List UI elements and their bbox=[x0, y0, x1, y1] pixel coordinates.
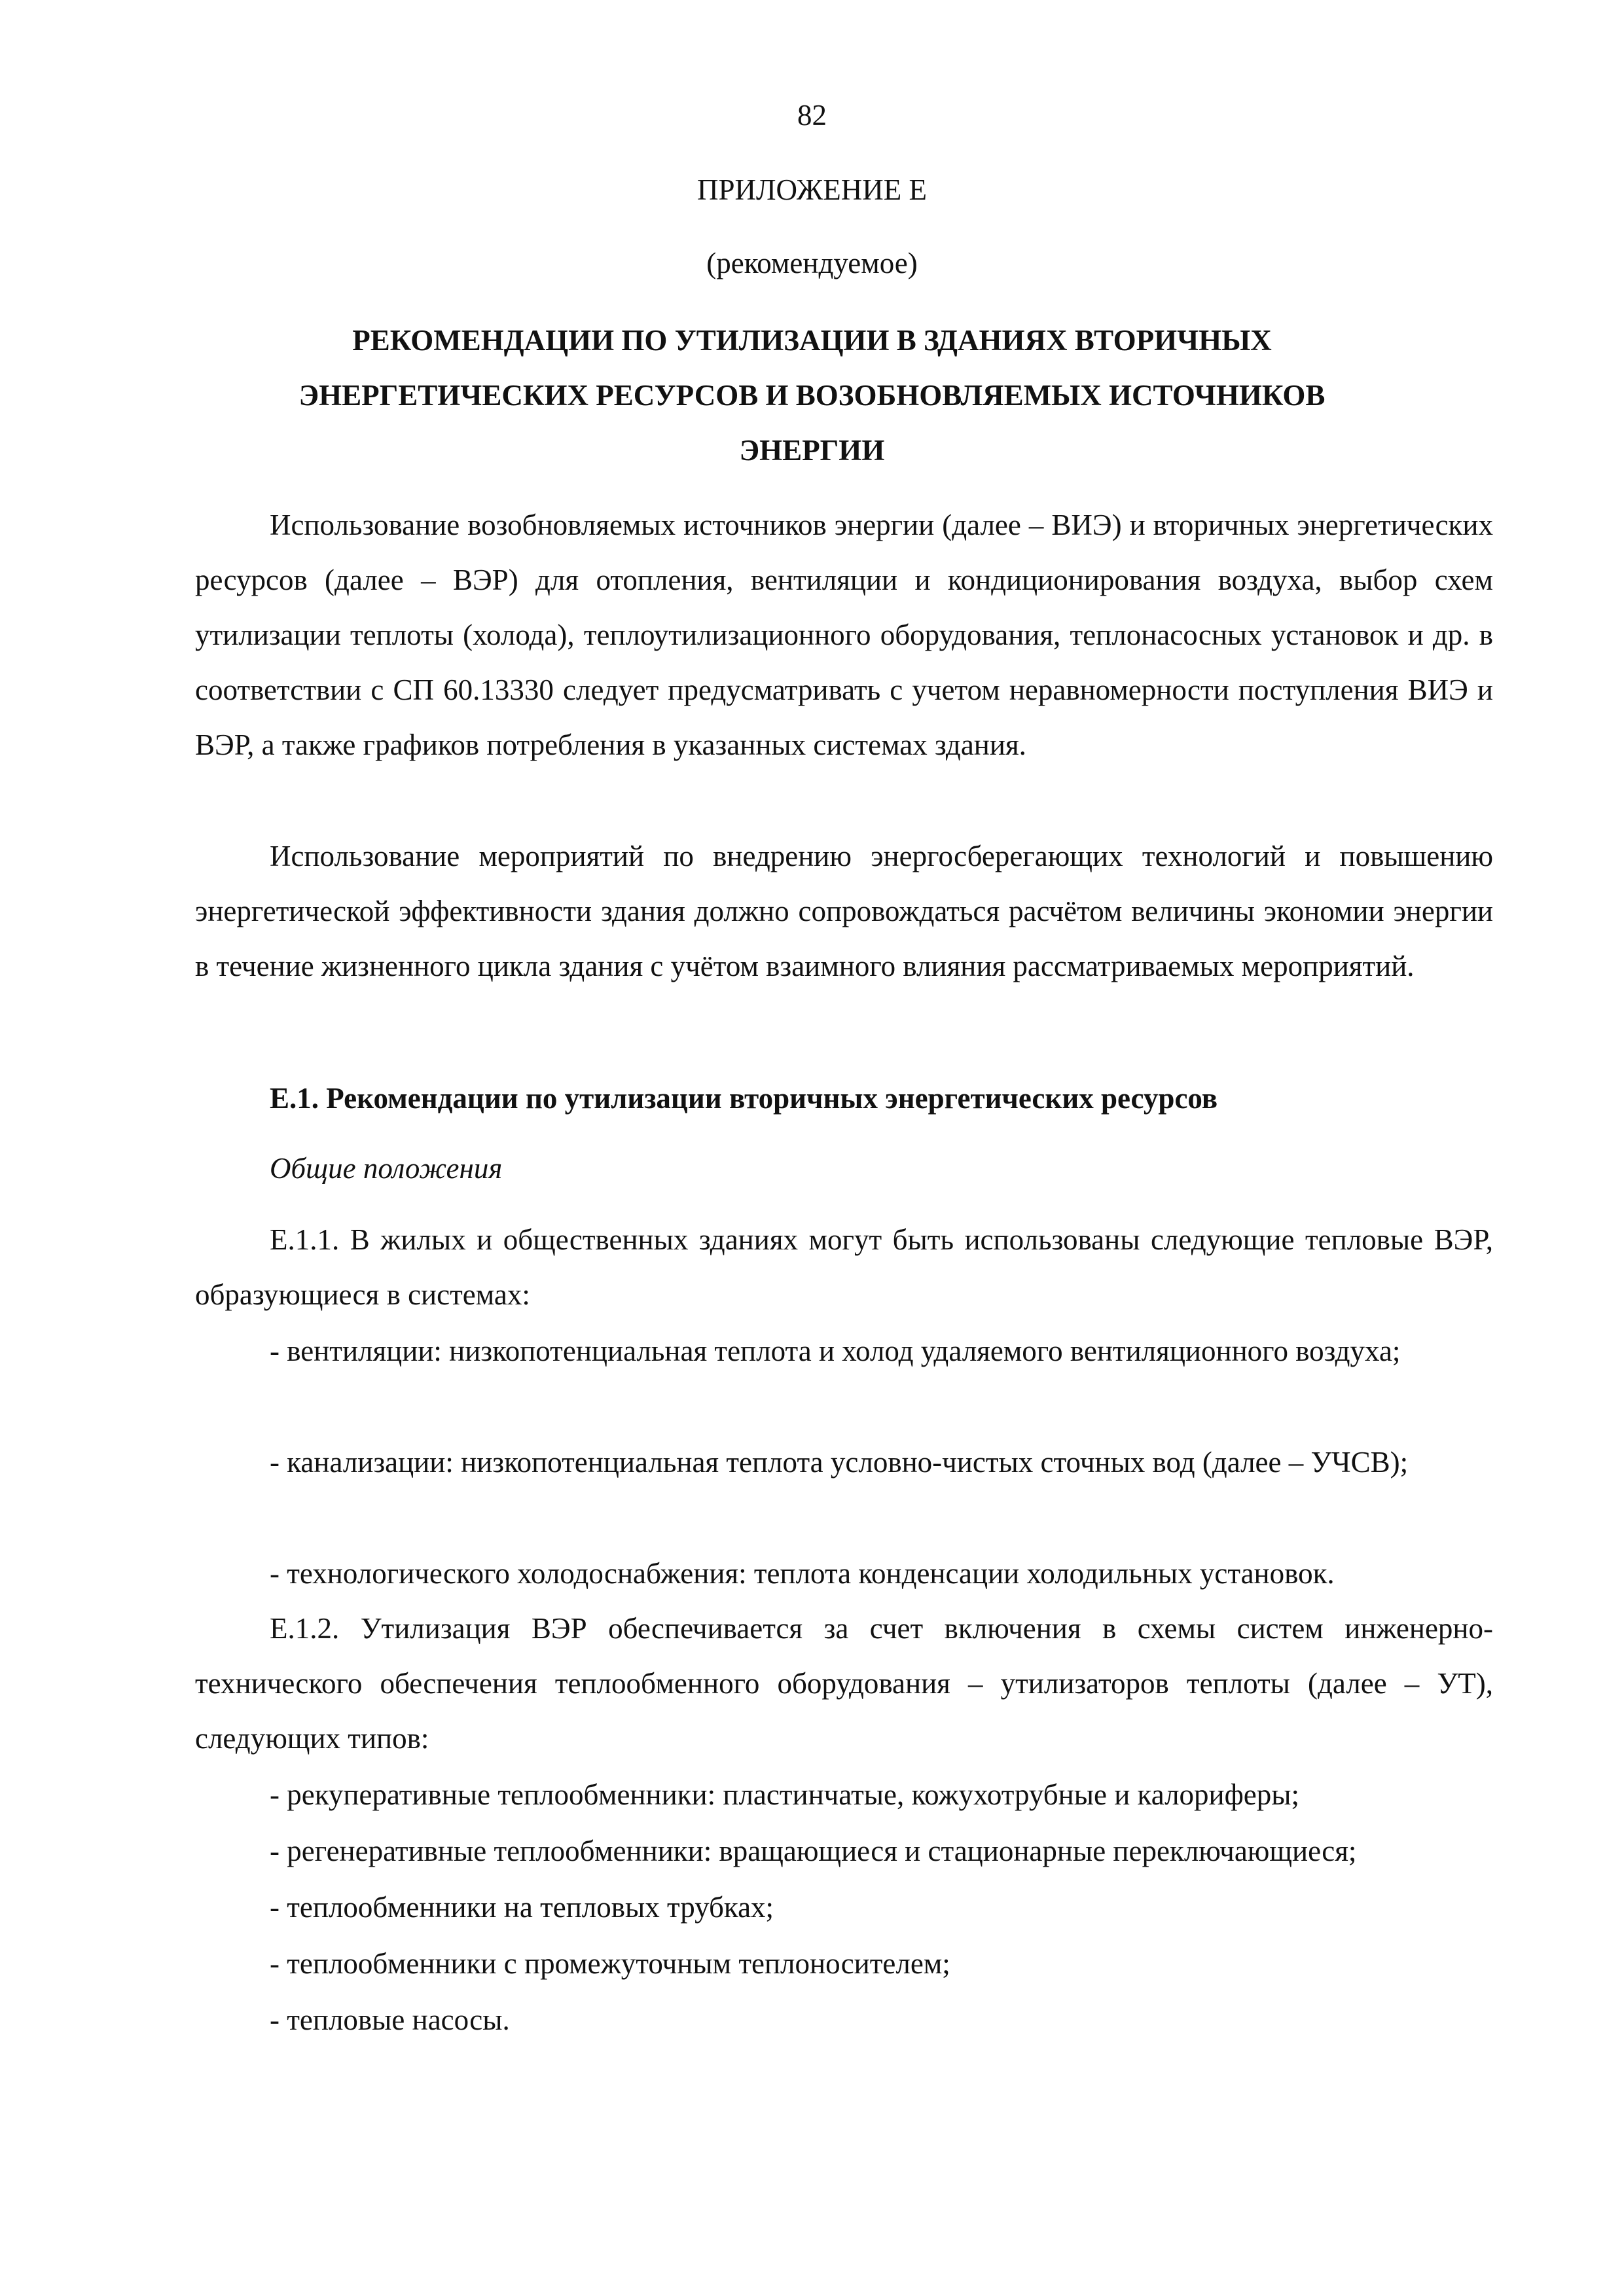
appendix-title bbox=[0, 313, 1624, 478]
clause-e1-1: Е.1.1. В жилых и общественных зданиях могут быть использованы следующие тепловые ВЭР, образующиеся в системах: bbox=[195, 1223, 1493, 1311]
clause-e1-1-item-cooling: - технологического холодоснабжения: теплота конденсации холодильных установок. bbox=[270, 1557, 1335, 1590]
appendix-title-line-3: ЭНЕРГИИ bbox=[739, 434, 885, 467]
page-number: 82 bbox=[797, 99, 827, 132]
intro-paragraph-2: Использование мероприятий по внедрению энергосберегающих технологий и повышению энергетической эффективности здания должно сопровождаться расчётом величины экономии энергии в течение жизненного цикла здания с учётом взаимного влияния рассматриваемых мероприятий. bbox=[195, 840, 1493, 982]
clause-e1-1-item-sewerage: - канализации: низкопотенциальная теплота условно-чистых сточных вод (далее – УЧСВ); bbox=[270, 1446, 1409, 1479]
appendix-title-line-1: РЕКОМЕНДАЦИИ ПО УТИЛИЗАЦИИ В ЗДАНИЯХ ВТОРИЧНЫХ bbox=[352, 324, 1272, 357]
appendix-status: (рекомендуемое) bbox=[706, 247, 918, 279]
clause-e1-2: Е.1.2. Утилизация ВЭР обеспечивается за счет включения в схемы систем инженерно-технического обеспечения теплообменного оборудования – утилизаторов теплоты (далее – УТ), следующих типов: bbox=[195, 1612, 1493, 1755]
clause-e1-2-item-heat-pipes: - теплообменники на тепловых трубках; bbox=[270, 1891, 774, 1924]
intro-paragraph-1: Использование возобновляемых источников энергии (далее – ВИЭ) и вторичных энергетических ресурсов (далее – ВЭР) для отопления, вентиляции и кондиционирования воздуха, выбор схем утилизации теплоты (холода), теплоутилизационного оборудования, теплонасосных установок и др. в соответствии с СП 60.13330 следует предусматривать с учетом неравномерности поступления ВИЭ и ВЭР, а также графиков потребления в указанных системах здания. bbox=[195, 509, 1493, 761]
clause-e1-2-item-heat-pumps: - тепловые насосы. bbox=[270, 2003, 510, 2036]
section-e1-subheading: Общие положения bbox=[270, 1152, 503, 1185]
clause-e1-2-item-recuperative: - рекуперативные теплообменники: пластинчатые, кожухотрубные и калориферы; bbox=[270, 1778, 1299, 1811]
appendix-label: ПРИЛОЖЕНИЕ Е bbox=[697, 173, 927, 206]
section-e1-heading: Е.1. Рекомендации по утилизации вторичных энергетических ресурсов bbox=[270, 1082, 1218, 1115]
clause-e1-2-item-regenerative: - регенеративные теплообменники: вращающиеся и стационарные переключающиеся; bbox=[270, 1835, 1357, 1867]
clause-e1-1-item-ventilation: - вентиляции: низкопотенциальная теплота и холод удаляемого вентиляционного воздуха; bbox=[270, 1335, 1401, 1367]
appendix-title-line-2: ЭНЕРГЕТИЧЕСКИХ РЕСУРСОВ И ВОЗОБНОВЛЯЕМЫХ ИСТОЧНИКОВ bbox=[298, 379, 1326, 412]
clause-e1-2-item-intermediate-carrier: - теплообменники с промежуточным теплоносителем; bbox=[270, 1947, 950, 1980]
